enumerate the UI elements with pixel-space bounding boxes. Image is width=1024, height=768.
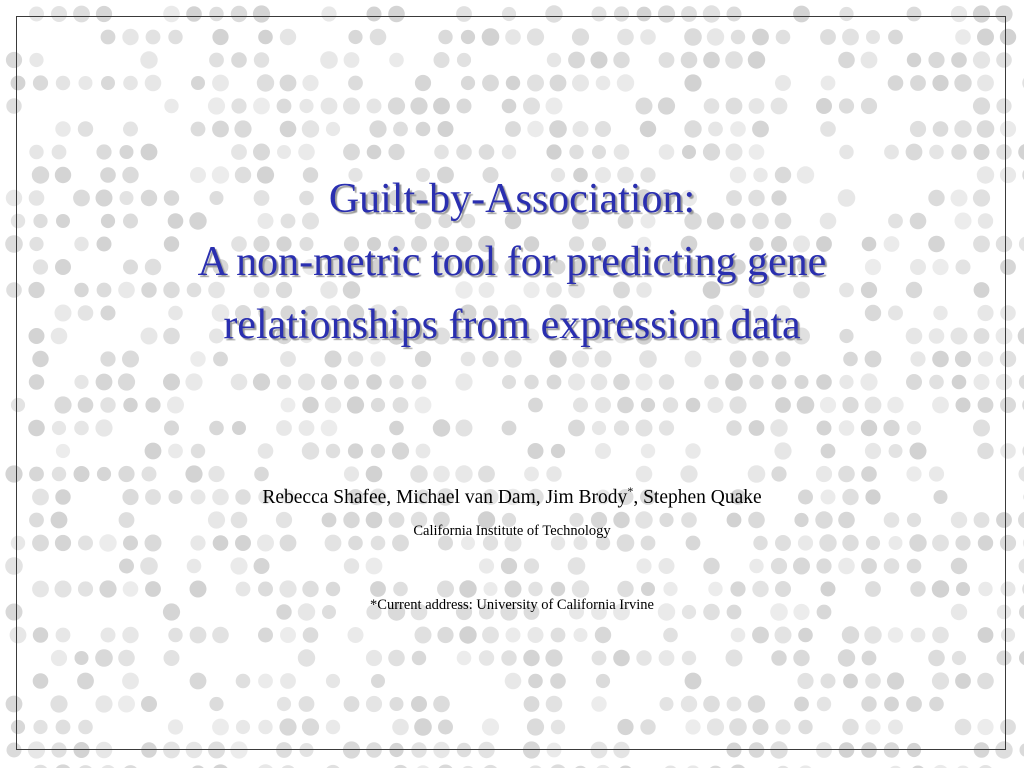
slide-title (40, 168, 984, 357)
background-spot (549, 764, 566, 768)
background-spot (1018, 144, 1024, 161)
title-line-1: Guilt-by-Association: (328, 176, 696, 222)
footnote-mark: * (627, 484, 634, 498)
background-spot (1020, 743, 1024, 757)
title-line-2: A non-metric tool for predicting gene (197, 239, 827, 285)
authors-text-start: Rebecca Shafee, Michael van Dam, Jim Brody (262, 487, 628, 508)
authors-text-end: , Stephen Quake (633, 487, 762, 508)
background-spot (212, 764, 229, 768)
background-spot (1018, 512, 1024, 529)
background-spot (1019, 374, 1024, 389)
background-spot (437, 765, 454, 768)
current-address-note: *Current address: University of California Irvine (370, 597, 654, 613)
title-line-3: relationships from expression data (223, 302, 801, 348)
background-spot (257, 764, 274, 768)
background-spot (54, 764, 71, 768)
slide-frame (16, 16, 1006, 750)
affiliation: California Institute of Technology (413, 523, 611, 539)
author-list (60, 484, 964, 509)
background-spot (730, 765, 747, 768)
background-spot (1019, 651, 1024, 666)
background-spot (1019, 605, 1024, 620)
background-spot (1019, 558, 1024, 574)
background-spot (1019, 236, 1024, 251)
background-spot (1018, 327, 1024, 345)
background-spot (1019, 466, 1024, 482)
